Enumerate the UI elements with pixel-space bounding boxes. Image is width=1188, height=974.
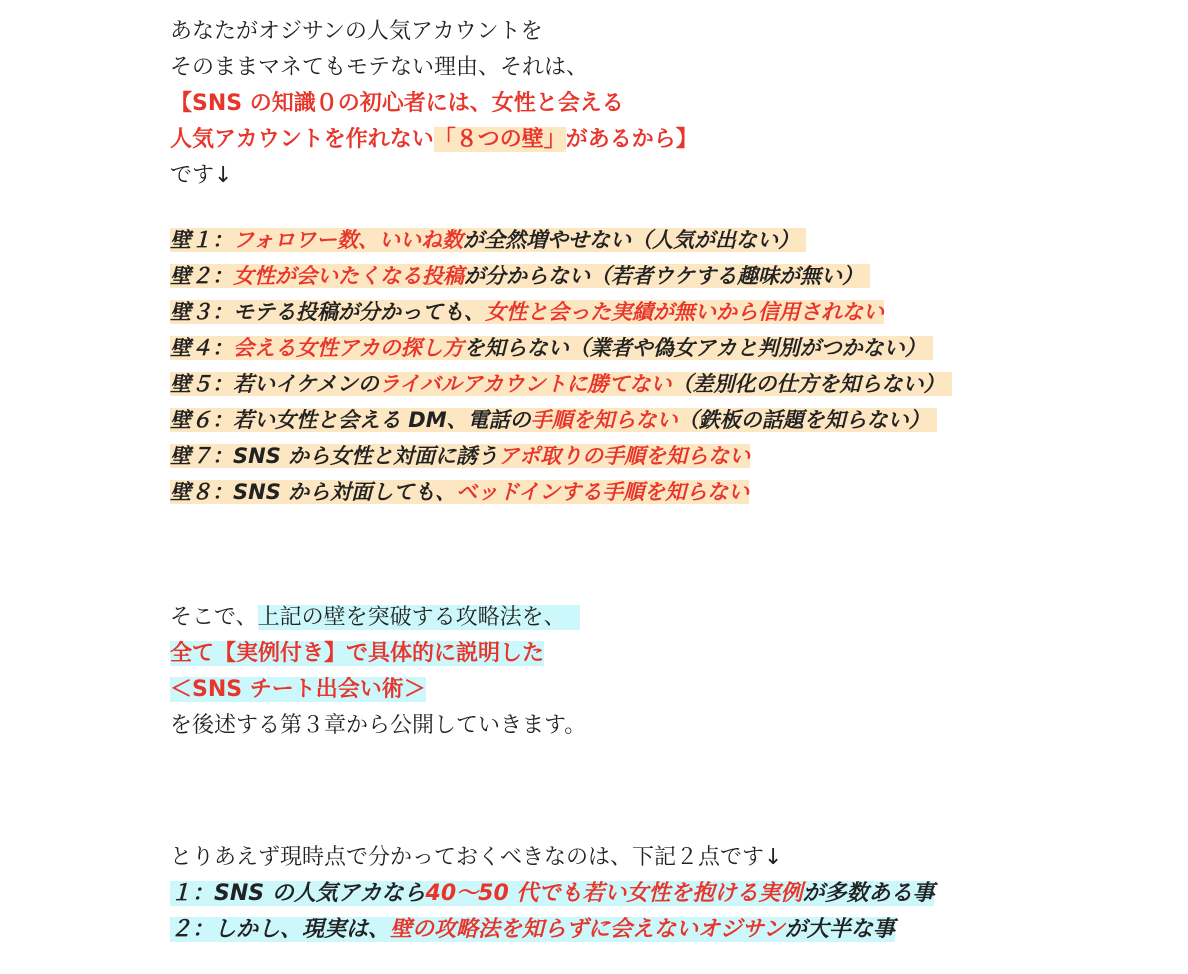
intro-line-1: あなたがオジサンの人気アカウントを [170, 19, 543, 44]
wall-item: 壁８：SNS から対面しても、ベッドインする手順を知らない [170, 480, 750, 504]
walls-list [170, 222, 1160, 510]
closing-point-2: ２：しかし、現実は、壁の攻略法を知らずに会えないオジサンが大半な事 [170, 917, 895, 942]
middle-line-3 [170, 672, 1160, 708]
intro-line-3: 【SNS の知識０の初心者には、女性と会える [170, 91, 624, 116]
wall-item: 壁６：若い女性と会える DM、電話の手順を知らない（鉄板の話題を知らない） [170, 402, 1160, 438]
wall-item: 壁３：モテる投稿が分かっても、女性と会った実績が無いから信用されない [170, 300, 884, 324]
strategy-highlight: 上記の壁を突破する攻略法を、 [257, 605, 566, 630]
sns-cheat-title: ＜SNS チート出会い術＞ [170, 677, 426, 702]
middle-line-4: を後述する第３章から公開していきます。 [170, 713, 587, 738]
intro-line-4-c: があるから】 [565, 127, 698, 152]
wall-item: 壁４：会える女性アカの探し方を知らない（業者や偽女アカと判別がつかない） [170, 330, 1160, 366]
intro-line-5: です↓ [170, 163, 233, 188]
middle-line-1: そこで、上記の壁を突破する攻略法を、 [170, 600, 1160, 636]
middle-line-2: 全て【実例付き】で具体的に説明した [170, 641, 545, 666]
wall-item: 壁１：フォロワー数、いいね数が全然増やせない（人気が出ない） [170, 222, 1160, 258]
wall-item: 壁５：若いイケメンのライバルアカウントに勝てない（差別化の仕方を知らない） [170, 366, 1160, 402]
intro-line-4-a: 人気アカウントを作れない [170, 127, 434, 152]
wall-item: 壁７：SNS から女性と対面に誘うアポ取りの手順を知らない [170, 444, 751, 468]
intro-line-2: そのままマネてもモテない理由、それは、 [170, 55, 589, 80]
closing-point-1: １：SNS の人気アカなら40〜50 代でも若い女性を抱ける実例が多数ある事 [170, 881, 935, 906]
intro-line-4 [170, 122, 1160, 158]
eight-walls-highlight: 「８つの壁」 [433, 127, 566, 152]
article-body [170, 14, 1160, 948]
closing-line-1: とりあえず現時点で分かっておくべきなのは、下記２点です↓ [170, 845, 783, 870]
wall-item: 壁２：女性が会いたくなる投稿が分からない（若者ウケする趣味が無い） [170, 258, 1160, 294]
